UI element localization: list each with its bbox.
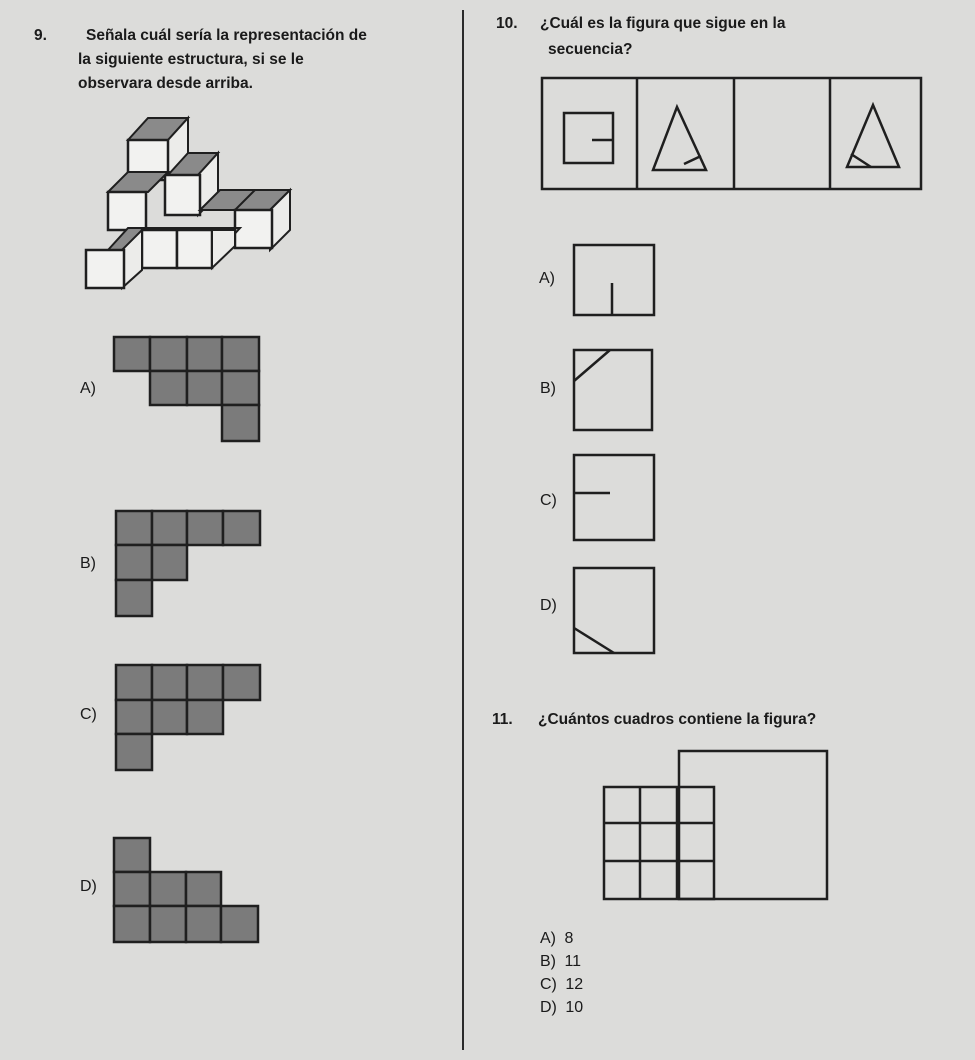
q11-number: 11. <box>492 711 513 728</box>
q10-option-a-figure[interactable] <box>572 243 657 318</box>
q9-text-line-3: observara desde arriba. <box>78 75 253 92</box>
q9-option-b-label[interactable]: B) <box>80 555 96 572</box>
q9-text-line-2: la siguiente estructura, si se le <box>78 51 304 68</box>
sequence-triangle-2-icon <box>847 105 899 167</box>
q9-number: 9. <box>34 27 47 44</box>
q11-option-a-label: A) <box>540 930 556 947</box>
q11-option-b-label: B) <box>540 953 556 970</box>
q9-option-d-label[interactable]: D) <box>80 878 97 895</box>
q10-sequence-strip <box>541 77 923 191</box>
q11-option-c-label: C) <box>540 976 557 993</box>
cube-bottom-row <box>86 228 240 288</box>
q11-option-b-value: 11 <box>564 953 582 970</box>
q11-option-c[interactable] <box>540 976 583 994</box>
q11-squares-figure <box>600 749 830 904</box>
q9-option-a-label[interactable]: A) <box>80 380 96 397</box>
q11-option-d-value: 10 <box>565 999 584 1016</box>
q9-option-c-figure[interactable] <box>112 661 272 776</box>
q9-option-b-figure[interactable] <box>112 507 272 622</box>
q11-option-c-value: 12 <box>565 976 584 993</box>
q10-option-d-label[interactable]: D) <box>540 597 557 614</box>
sequence-square-icon <box>564 113 613 163</box>
q11-text: ¿Cuántos cuadros contiene la figura? <box>538 711 817 728</box>
q9-option-a-figure[interactable] <box>110 333 270 443</box>
q11-option-d[interactable] <box>540 999 583 1017</box>
q10-option-b-figure[interactable] <box>572 348 657 433</box>
column-divider <box>462 10 464 1050</box>
q10-option-d-figure[interactable] <box>572 566 657 656</box>
cube-structure-figure <box>80 110 310 300</box>
q11-option-a-value: 8 <box>564 930 574 947</box>
q9-option-c-label[interactable]: C) <box>80 706 97 723</box>
q11-option-a[interactable] <box>540 930 573 948</box>
q11-option-d-label: D) <box>540 999 557 1016</box>
q10-option-b-label[interactable]: B) <box>540 380 556 397</box>
sequence-triangle-1-icon <box>653 107 706 170</box>
q11-option-b[interactable] <box>540 953 581 971</box>
q9-text-line-1: Señala cuál sería la representación de <box>86 27 367 44</box>
q10-option-a-label[interactable]: A) <box>539 270 555 287</box>
q10-text-line-2: secuencia? <box>548 41 633 58</box>
q10-option-c-figure[interactable] <box>572 453 657 543</box>
q9-option-d-figure[interactable] <box>110 834 270 949</box>
q10-option-c-label[interactable]: C) <box>540 492 557 509</box>
q10-text-line-1: ¿Cuál es la figura que sigue en la <box>540 15 786 32</box>
q10-number: 10. <box>496 15 518 32</box>
